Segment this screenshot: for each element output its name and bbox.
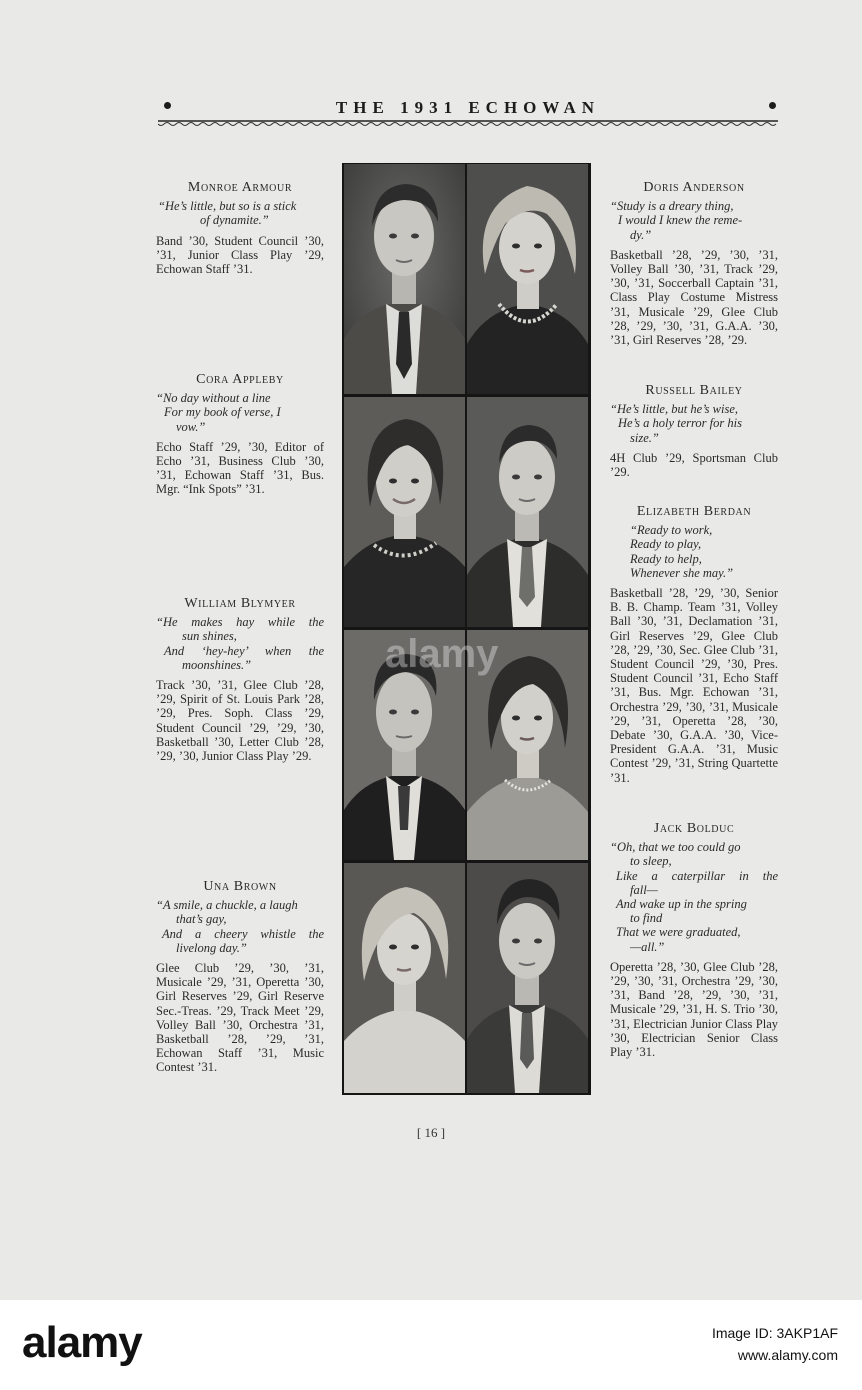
- quote-line: fall—: [630, 882, 658, 897]
- quote-line: Like a caterpillar in the: [616, 868, 778, 883]
- watermark: alamy: [385, 632, 499, 676]
- student-quote: [610, 402, 778, 445]
- student-elizabeth-berdan: [610, 505, 778, 785]
- student-name: Jack Bolduc: [653, 821, 735, 836]
- page-header: [158, 98, 778, 118]
- student-name: Elizabeth Berdan: [636, 504, 752, 519]
- portrait-russell-bailey: [467, 397, 588, 627]
- student-name: Cora Appleby: [196, 372, 284, 387]
- quote-line: “Ready to work,: [630, 523, 713, 538]
- student-quote: [610, 840, 778, 954]
- student-quote: [610, 523, 778, 580]
- quote-line: And a cheery whistle the: [162, 926, 324, 941]
- quote-line: “Oh, that we too could go: [610, 840, 741, 855]
- quote-line: “Study is a dreary thing,: [610, 199, 734, 214]
- quote-line: to find: [630, 911, 663, 926]
- quote-line: moonshines.”: [182, 657, 252, 672]
- quote-line: “No day without a line: [156, 391, 271, 406]
- student-quote: [610, 199, 778, 242]
- student-name: Monroe Armour: [187, 180, 293, 195]
- student-name: William Blymyer: [184, 596, 296, 611]
- student-doris-anderson: [610, 181, 778, 347]
- alamy-logo: alamy: [22, 1318, 142, 1367]
- bullet-right-icon: [769, 102, 776, 109]
- quote-line: size.”: [630, 430, 659, 445]
- quote-line: I would I knew the reme-: [618, 213, 743, 228]
- student-activities: 4H Club ’29, Sportsman Club ’29.: [610, 450, 778, 480]
- portrait-monroe-armour: [344, 164, 465, 394]
- quote-line: That we were graduated,: [616, 925, 741, 940]
- quote-line: Whenever she may.”: [630, 565, 734, 580]
- quote-line: dy.”: [630, 227, 652, 242]
- quote-line: He’s a holy terror for his: [618, 416, 742, 431]
- portrait-una-brown: [344, 863, 465, 1093]
- student-activities: Echo Staff ’29, ’30, Editor of Echo ’31, Business Club ’30, ’31, Echowan Staff ’31, Bus. Mgr. “Ink Spots” ’31.: [156, 439, 324, 497]
- page-number: [ 16 ]: [416, 1125, 446, 1140]
- page-title: THE 1931 ECHOWAN: [335, 98, 601, 117]
- site-url: www.alamy.com: [737, 1347, 838, 1363]
- quote-line: sun shines,: [182, 629, 237, 644]
- stock-footer: [0, 1300, 862, 1390]
- portrait-grid: [342, 163, 591, 1095]
- quote-line: vow.”: [176, 419, 206, 434]
- quote-line: livelong day.”: [176, 940, 247, 955]
- quote-line: “A smile, a chuckle, a laugh: [156, 898, 298, 913]
- quote-line: of dynamite.”: [200, 213, 269, 228]
- portrait-doris-anderson: [467, 164, 588, 394]
- student-una-brown: [156, 880, 324, 1075]
- quote-line: And ‘hey-hey’ when the: [164, 643, 324, 658]
- quote-line: —all.”: [630, 939, 665, 954]
- quote-line: “He’s little, but so is a stick: [158, 199, 297, 214]
- image-id: Image ID: 3AKP1AF: [711, 1325, 838, 1341]
- student-name: Una Brown: [203, 879, 277, 894]
- student-quote: [156, 615, 324, 672]
- student-cora-appleby: [156, 373, 324, 497]
- student-quote: [156, 898, 324, 955]
- student-quote: [156, 391, 324, 434]
- quote-line: Ready to play,: [630, 537, 702, 552]
- quote-line: that’s gay,: [176, 912, 227, 927]
- header-rule: [158, 120, 778, 128]
- student-activities: Operetta ’28, ’30, Glee Club ’28, ’29, ’30, ’31, Orchestra ’29, ’30, ’31, Band ’28, ’29, ’30, ’31, Musicale ’29, ’31, H. S. Trio ’30, ’31, Electrician Junior Class Play ’30, Electrician Senior Class Play ’31.: [610, 959, 778, 1060]
- student-activities: Band ’30, Student Council ’30, ’31, Junior Class Play ’29, Echowan Staff ’31.: [156, 233, 324, 277]
- student-name: Doris Anderson: [643, 180, 745, 195]
- student-russell-bailey: [610, 384, 778, 479]
- quote-line: For my book of verse, I: [164, 405, 281, 420]
- quote-line: Ready to help,: [630, 551, 702, 566]
- student-activities: Track ’30, ’31, Glee Club ’28, ’29, Spirit of St. Louis Park ’28, ’29, Pres. Soph. Class ’29, Student Council ’29, ’29, ’30, Basketball ’30, Letter Club ’28, ’29, ’30, Junior Class Play ’29.: [156, 678, 324, 764]
- student-quote: [156, 199, 324, 227]
- student-name: Russell Bailey: [645, 383, 743, 398]
- student-activities: Glee Club ’29, ’30, ’31, Musicale ’29, ’31, Operetta ’30, Girl Reserves ’29, Girl Reserve Sec.-Treas. ’29, Track Meet ’29, Volley Ball ’30, Orchestra ’31, Basketball ’28, ’29, ’31, Echowan Staff ’31, Music Contest ’31.: [156, 961, 324, 1075]
- quote-line: And wake up in the spring: [616, 897, 747, 912]
- portrait-cora-appleby: [344, 397, 465, 627]
- student-jack-bolduc: [610, 822, 778, 1059]
- quote-line: to sleep,: [630, 854, 672, 869]
- student-activities: Basketball ’28, ’29, ’30, Senior B. B. Champ. Team ’31, Volley Ball ’30, ’31, Declamation ’31, Girl Reserves ’29, Glee Club ’28, ’29, ’30, Sec. Glee Club ’31, Student Council ’29, ’30, Pres. Student Council ’31, Echo Staff ’31, Bus. Mgr. Echowan ’31, Orchestra ’29, ’30, ’31, Musicale ’29, ’31, Operetta ’28, ’30, Debate ’30, G.A.A. ’30, Vice-President G.A.A. ’31, Music Contest ’29, ’31, String Quartette ’31.: [610, 586, 778, 785]
- student-monroe-armour: [156, 181, 324, 276]
- quote-line: “He makes hay while the: [156, 615, 324, 630]
- student-william-blymyer: [156, 597, 324, 763]
- quote-line: “He’s little, but he’s wise,: [610, 402, 739, 417]
- student-activities: Basketball ’28, ’29, ’30, ’31, Volley Ball ’30, ’31, Track ’29, ’30, ’31, Soccerball Captain ’31, Class Play Costume Mistress ’31, Musicale ’29, Glee Club ’28, ’29, ’30, ’31, G.A.A. ’30, ’31, Girl Reserves ’28, ’29.: [610, 247, 778, 348]
- portrait-jack-bolduc: [467, 863, 588, 1093]
- image-id-block: [712, 1322, 838, 1366]
